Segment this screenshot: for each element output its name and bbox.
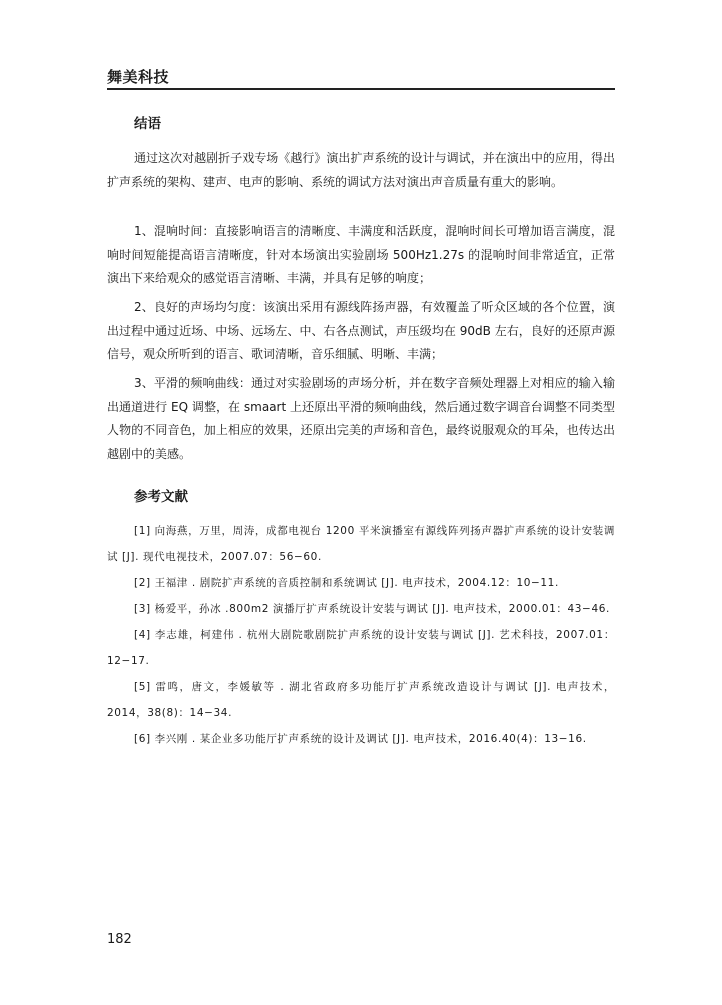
reference-item: [5] 雷鸣，唐文，李媛敏等 . 湖北省政府多功能厅扩声系统改造设计与调试 [J]. 电声技术，2014，38(8)：14−34. [107,681,615,719]
reference-item: [3] 杨爱平，孙冰 .800m2 演播厅扩声系统设计安装与调试 [J]. 电声技术，2000.01：43−46. [134,603,610,615]
page-number: 182 [107,932,132,947]
conclusion-paragraph: 通过这次对越剧折子戏专场《越行》演出扩声系统的设计与调试，并在演出中的应用，得出扩声系统的架构、建声、电声的影响、系统的调试方法对演出声音质量有重大的影响。 [107,151,615,189]
header-rule [107,88,615,90]
section-heading-conclusion: 结语 [134,116,161,132]
reference-list [107,518,615,752]
conclusion-paragraph: 1、混响时间：直接影响语言的清晰度、丰满度和活跃度，混响时间长可增加语言满度，混响时间短能提高语言清晰度，针对本场演出实验剧场 500Hz1.27s 的混响时间非常适宜，正常演出下来给观众的感觉语言清晰、丰满，并具有足够的响度； [107,224,615,285]
section-heading-references: 参考文献 [134,489,188,505]
journal-title: 舞美科技 [107,68,170,86]
conclusion-paragraph: 3、平滑的频响曲线：通过对实验剧场的声场分析，并在数字音频处理器上对相应的输入输出通道进行 EQ 调整，在 smaart 上还原出平滑的频响曲线，然后通过数字调音台调整不同类型人物的不同音色，加上相应的效果，还原出完美的声场和音色，最终说服观众的耳朵，也传达出越剧中的美感。 [107,376,615,461]
reference-item: [2] 王福津 . 剧院扩声系统的音质控制和系统调试 [J]. 电声技术，2004.12：10−11. [134,577,559,589]
reference-item: [4] 李志雄，柯建伟 . 杭州大剧院歌剧院扩声系统的设计安装与调试 [J]. 艺术科技，2007.01：12−17. [107,629,615,667]
conclusion-paragraph: 2、良好的声场均匀度：该演出采用有源线阵扬声器，有效覆盖了听众区域的各个位置，演出过程中通过近场、中场、远场左、中、右各点测试，声压级均在 90dB 左右，良好的还原声源信号，观众所听到的语言、歌词清晰，音乐细腻、明晰、丰满； [107,300,615,361]
reference-item: [6] 李兴刚 . 某企业多功能厅扩声系统的设计及调试 [J]. 电声技术，2016.40(4)：13−16. [134,733,587,745]
reference-item: [1] 向海燕，万里，周涛，成都电视台 1200 平米演播室有源线阵列扬声器扩声系统的设计安装调试 [J]. 现代电视技术，2007.07：56−60. [107,525,615,563]
